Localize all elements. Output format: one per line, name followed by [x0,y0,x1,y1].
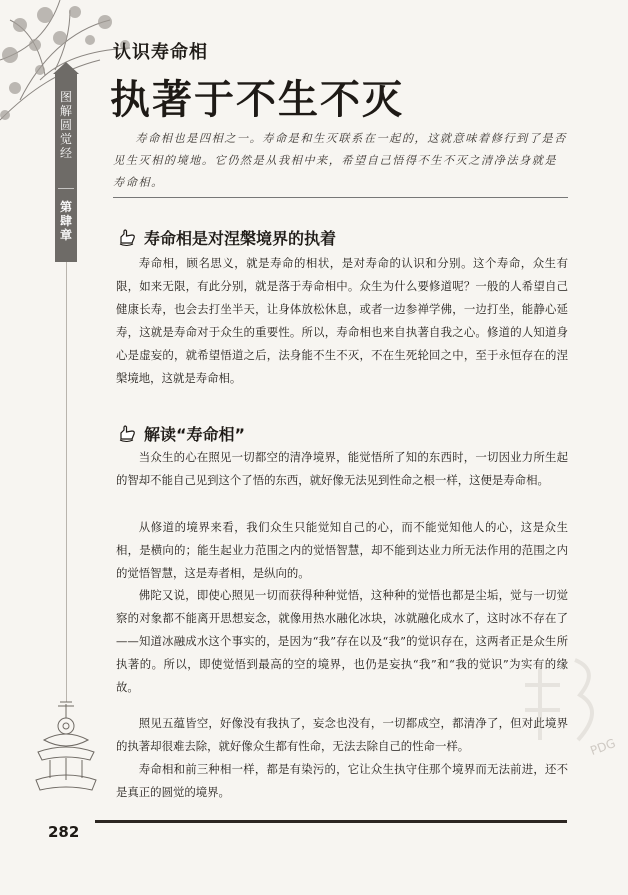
chapter-tab [55,72,77,262]
footer-rule [95,820,567,823]
intro-divider [113,197,568,198]
section-kicker: 认识寿命相 [113,42,208,63]
section-heading-text: 寿命相是对涅槃境界的执着 [144,229,337,248]
section-heading-text: 解读“寿命相” [144,425,246,444]
page-number: 282 [48,823,80,841]
page-title: 执著于不生不灭 [110,77,404,123]
tab-arrow-icon [53,62,79,74]
hand-pointer-icon [118,229,138,247]
margin-line [66,262,67,702]
section-heading [118,422,245,445]
book-title: 图解圆觉经 [59,90,72,160]
body-paragraph: 佛陀又说，即使心照见一切而获得种种觉悟，这种种的觉悟也都是尘垢，觉与一切觉察的对象都不能离开思想妄念，就像用热水融化冰块，冰就融化成水了，这时冰不存在了——知道冰融成水这个事实的，是因为“我”存在以及“我”的觉识存在，这两者正是众生所执著的。所以，即使觉悟到最高的空的境界，也仍是妄执“我”和“我的觉识”为实有的缘故。 [116,588,568,694]
body-paragraph: 寿命相，顾名思义，就是寿命的相状，是对寿命的认识和分别。这个寿命，众生有限，如来无限，有此分别，就是落于寿命相中。众生为什么要修道呢？一般的人希望自己健康长寿，也会去打坐半天，让身体放松休息，或者一边参禅学佛，一边打坐，能静心延寿，这就是寿命对于众生的重要性。所以，寿命相也来自执著自我之心。修道的人知道身心是虚妄的，就希望悟道之后，法身能不生不灭，不在生死轮回之中，至于永恒存在的涅槃境地，这就是寿命相。 [116,256,568,385]
body-paragraph: 当众生的心在照见一切都空的清净境界，能觉悟所了知的东西时，一切因业力所生起的智却不能自己见到这个了悟的东西，就好像无法见到性命之根一样，这便是寿命相。 [116,450,568,487]
tab-divider [58,188,74,189]
lotus-ornament [30,700,102,798]
body-paragraph: 从修道的境界来看，我们众生只能觉知自己的心，而不能觉知他人的心，这是众生相，是横向的；能生起业力范围之内的觉悟智慧，却不能到达业力所无法作用的范围之内的觉悟智慧，这是寿者相，是纵向的。 [116,520,568,580]
body-paragraph: 寿命相和前三种相一样，都是有染污的，它让众生执守住那个境界而无法前进，还不是真正的圆觉的境界。 [116,762,568,799]
watermark-text: PDG [588,736,618,758]
hand-pointer-icon [118,425,138,443]
chapter-label: 第肆章 [59,200,72,242]
body-paragraph: 照见五蕴皆空，好像没有我执了，妄念也没有，一切都成空，都清净了，但对此境界的执著却很难去除，就好像众生都有性命，无法去除自己的性命一样。 [116,716,568,753]
intro-summary: 寿命相也是四相之一。寿命是和生灭联系在一起的，这就意味着修行到了是否见生灭相的境地。它仍然是从我相中来，希望自己悟得不生不灭之清净法身就是寿命相。 [113,132,567,189]
section-heading [118,226,336,249]
